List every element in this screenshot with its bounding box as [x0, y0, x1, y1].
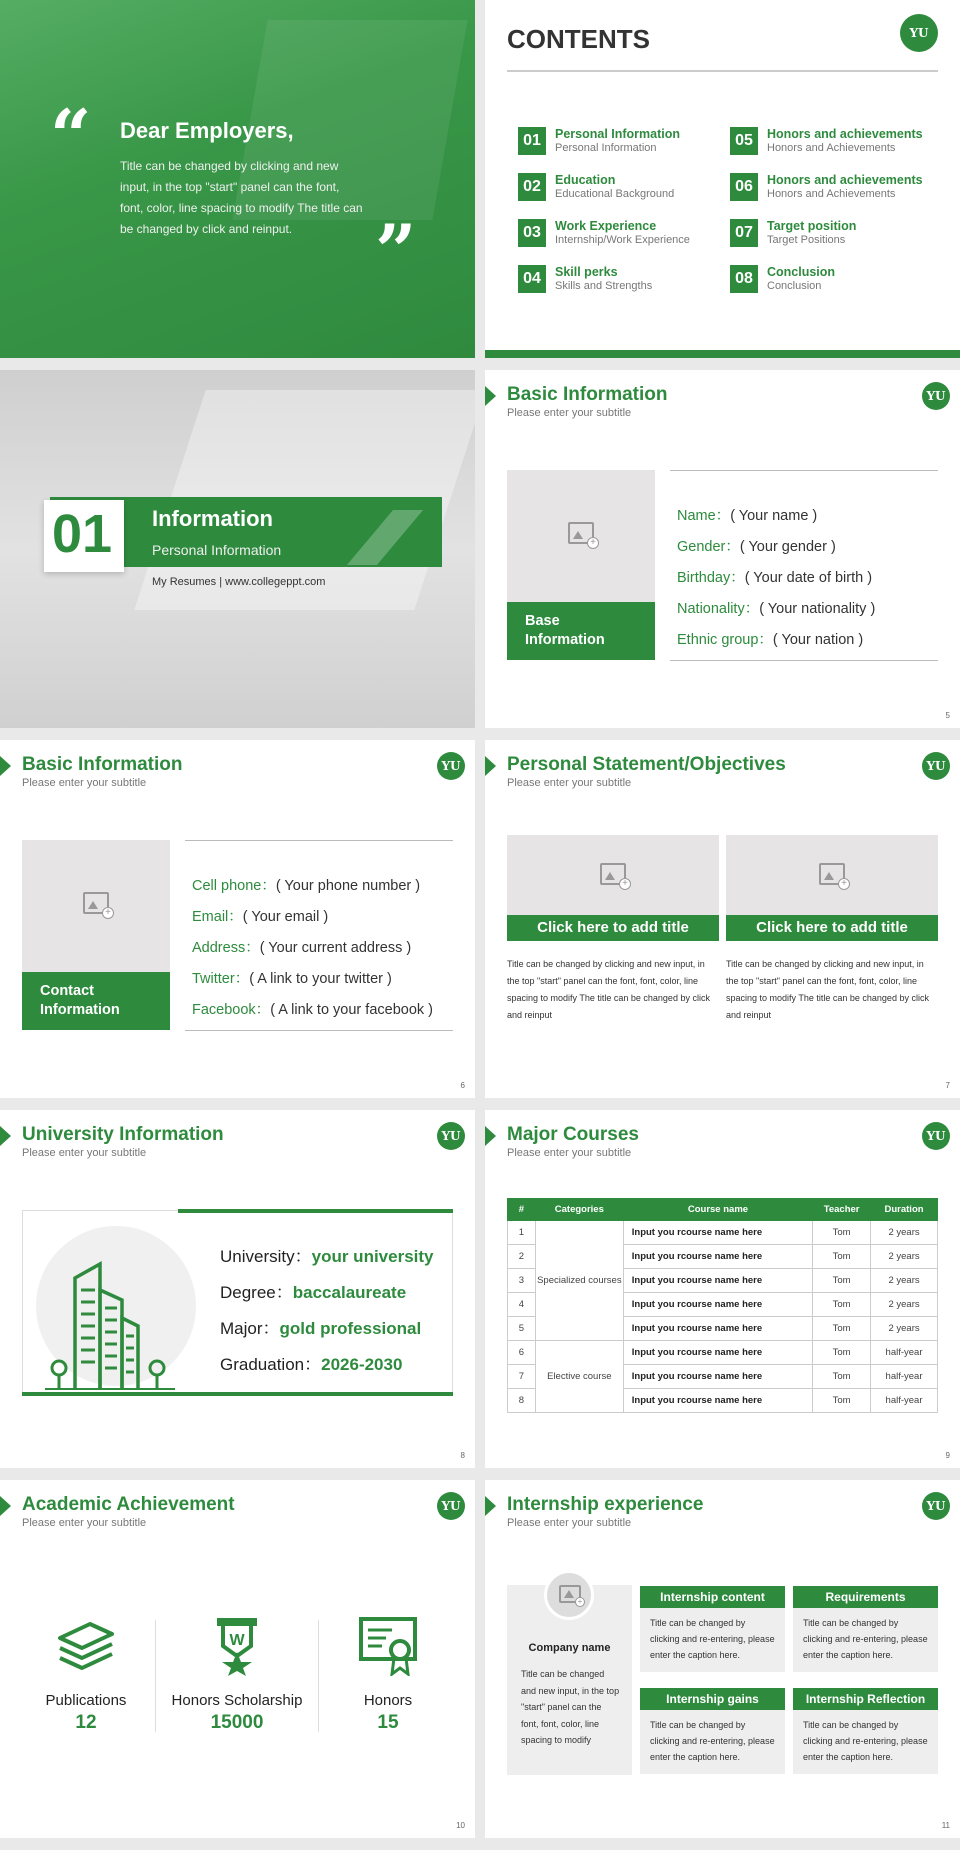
slide-subtitle: Please enter your subtitle	[507, 407, 632, 419]
page-number: 11	[941, 1821, 950, 1830]
info-value: ( Your name )	[730, 508, 818, 524]
toc-number: 02	[518, 173, 546, 201]
page-number: 10	[456, 1821, 465, 1830]
duration: 2 years	[871, 1269, 938, 1293]
title-marker-icon	[0, 1126, 11, 1146]
row-number: 8	[508, 1389, 536, 1413]
duration: 2 years	[871, 1293, 938, 1317]
logo-icon: YU	[922, 382, 950, 410]
photo-label: Base Information	[525, 613, 605, 648]
course-name: Input you rcourse name here	[623, 1269, 812, 1293]
card-title-button[interactable]: Click here to add title	[726, 915, 938, 941]
duration: half-year	[871, 1365, 938, 1389]
course-name: Input you rcourse name here	[623, 1341, 812, 1365]
university-info-row	[220, 1242, 434, 1267]
logo-icon: YU	[922, 1122, 950, 1150]
body-text: Title can be changed by clicking and new input, in the top "start" panel can the font, font, color, line spacing to modify The title can be changed by click and reinput.	[120, 159, 363, 236]
info-value: ( Your gender )	[739, 539, 836, 555]
toc-title: Target position	[767, 219, 857, 233]
info-list	[192, 874, 433, 1029]
toc-subtitle: Target Positions	[767, 234, 846, 246]
teacher: Tom	[813, 1365, 871, 1389]
info-label: Email：	[192, 909, 243, 925]
info-label: University：	[220, 1247, 312, 1266]
logo-icon: YU	[922, 752, 950, 780]
info-label: Birthday：	[677, 570, 745, 586]
toc-title: Honors and achievements	[767, 127, 923, 141]
info-value: 2026-2030	[321, 1355, 403, 1374]
box-title: Internship Reflection	[793, 1688, 938, 1710]
row-number: 7	[508, 1365, 536, 1389]
slide-academic-achievement[interactable]	[0, 1480, 475, 1838]
toc-subtitle: Conclusion	[767, 280, 822, 292]
info-label: Twitter：	[192, 971, 250, 987]
toc-number: 05	[730, 127, 758, 155]
divider-top	[670, 470, 938, 471]
teacher: Tom	[813, 1221, 871, 1245]
books-icon	[56, 1620, 116, 1672]
slide-basic-information-contact[interactable]	[0, 740, 475, 1098]
photo-placeholder[interactable]	[507, 835, 719, 915]
slide-title: Internship experience	[507, 1494, 704, 1515]
info-label: Ethnic group：	[677, 632, 773, 648]
teacher: Tom	[813, 1245, 871, 1269]
info-value: ( Your phone number )	[275, 878, 421, 894]
toc-item[interactable]	[518, 263, 718, 295]
svg-text:W: W	[229, 1632, 245, 1649]
table-row	[508, 1341, 938, 1365]
card-text: Title can be changed by clicking and new input, in the top "start" panel can the font, font, color, line spacing to modify The title can be changed by click and reinput	[726, 959, 929, 1020]
table-row	[508, 1221, 938, 1245]
box-text: Title can be changed by clicking and re-entering, please enter the caption here.	[793, 1710, 938, 1774]
section-subtitle: Personal Information	[152, 542, 282, 558]
title-marker-icon	[485, 1496, 496, 1516]
toc-title: Skill perks	[555, 265, 618, 279]
info-value: ( Your email )	[242, 909, 329, 925]
row-number: 6	[508, 1341, 536, 1365]
info-row	[677, 535, 875, 556]
box-text: Title can be changed by clicking and re-entering, please enter the caption here.	[793, 1608, 938, 1672]
category-cell: Specialized courses	[535, 1221, 623, 1341]
image-icon: +	[83, 892, 109, 914]
stat-value: 12	[75, 1712, 97, 1733]
card-text: Title can be changed by clicking and new input, in the top "start" panel can the font, font, color, line spacing to modify The title can be changed by click and reinput	[507, 959, 710, 1020]
info-row	[192, 967, 433, 988]
slide-dear-employers[interactable]	[0, 0, 475, 358]
box-text: Title can be changed by clicking and re-entering, please enter the caption here.	[640, 1608, 785, 1672]
logo-icon: YU	[437, 752, 465, 780]
info-value: ( Your date of birth )	[744, 570, 873, 586]
info-list	[677, 504, 875, 659]
toc-item[interactable]	[518, 125, 718, 157]
info-row	[192, 874, 433, 895]
box-title: Internship content	[640, 1586, 785, 1608]
section-number: 01	[52, 504, 113, 564]
toc-subtitle: Skills and Strengths	[555, 280, 653, 292]
info-row	[677, 628, 875, 649]
course-name: Input you rcourse name here	[623, 1245, 812, 1269]
logo-icon: YU	[900, 14, 938, 52]
certificate-icon	[358, 1616, 418, 1676]
toc-title: Conclusion	[767, 265, 836, 279]
info-label: Nationality：	[677, 601, 760, 617]
info-value: ( Your current address )	[259, 940, 412, 956]
stat-label: Honors Scholarship	[171, 1692, 303, 1709]
section-footer: My Resumes | www.collegeppt.com	[152, 576, 326, 588]
teacher: Tom	[813, 1341, 871, 1365]
box-title: Internship gains	[640, 1688, 785, 1710]
title-marker-icon	[0, 756, 11, 776]
row-number: 5	[508, 1317, 536, 1341]
image-icon: +	[600, 863, 626, 885]
divider-bottom	[185, 1030, 453, 1031]
stat-label: Publications	[45, 1692, 127, 1709]
duration: 2 years	[871, 1317, 938, 1341]
info-value: ( A link to your twitter )	[249, 971, 392, 987]
toc-item[interactable]	[730, 125, 930, 157]
row-number: 4	[508, 1293, 536, 1317]
info-label: Degree：	[220, 1283, 293, 1302]
image-icon: +	[819, 863, 845, 885]
university-info-row	[220, 1278, 434, 1303]
box-text: Title can be changed by clicking and re-entering, please enter the caption here.	[640, 1710, 785, 1774]
row-number: 1	[508, 1221, 536, 1245]
divider	[507, 70, 938, 72]
stat-label: Honors	[363, 1692, 413, 1709]
page-number: 7	[945, 1081, 950, 1090]
toc-item[interactable]	[730, 217, 930, 249]
slide-university-information[interactable]	[0, 1110, 475, 1468]
info-row	[677, 504, 875, 525]
category-cell: Elective course	[535, 1341, 623, 1413]
toc-subtitle: Honors and Achievements	[767, 142, 896, 154]
toc-subtitle: Honors and Achievements	[767, 188, 896, 200]
page-number: 8	[460, 1451, 465, 1460]
info-row	[677, 597, 875, 618]
duration: 2 years	[871, 1221, 938, 1245]
card-bottom-bar	[22, 1392, 453, 1396]
card-title-button[interactable]: Click here to add title	[507, 915, 719, 941]
duration: half-year	[871, 1389, 938, 1413]
info-value: baccalaureate	[292, 1283, 407, 1302]
course-name: Input you rcourse name here	[623, 1389, 812, 1413]
info-label: Gender：	[677, 539, 740, 555]
company-name: Company name	[528, 1642, 611, 1654]
toc-number: 07	[730, 219, 758, 247]
toc-subtitle: Internship/Work Experience	[555, 234, 690, 246]
title-marker-icon	[485, 1126, 496, 1146]
university-info-list	[220, 1242, 434, 1386]
logo-icon: YU	[437, 1492, 465, 1520]
course-name: Input you rcourse name here	[623, 1317, 812, 1341]
info-value: gold professional	[279, 1319, 422, 1338]
slide-subtitle: Please enter your subtitle	[22, 1517, 147, 1529]
course-name: Input you rcourse name here	[623, 1365, 812, 1389]
toc-title: Education	[555, 173, 616, 187]
info-value: ( Your nation )	[772, 632, 864, 648]
logo-icon: YU	[437, 1122, 465, 1150]
toc-subtitle: Educational Background	[555, 188, 675, 200]
image-icon: +	[568, 522, 594, 544]
slide-title: Academic Achievement	[22, 1494, 235, 1515]
toc-subtitle: Personal Information	[555, 142, 657, 154]
info-label: Cell phone：	[192, 878, 276, 894]
slide-internship-experience[interactable]	[485, 1480, 960, 1838]
company-text: Title can be changed and new input, in the top "start" panel can the font, font, color, line spacing to modify	[521, 1669, 620, 1745]
table-header-cell: Teacher	[813, 1199, 871, 1221]
section-title: Information	[152, 506, 273, 531]
table-header-row	[508, 1199, 938, 1221]
table-header-cell: Duration	[871, 1199, 938, 1221]
toc-item[interactable]	[518, 217, 718, 249]
heading: Dear Employers,	[120, 118, 294, 143]
info-label: Major：	[220, 1319, 280, 1338]
info-label: Name：	[677, 508, 731, 524]
scholarship-medal-icon	[215, 1616, 259, 1676]
toc-item[interactable]	[730, 263, 930, 295]
slide-major-courses[interactable]	[485, 1110, 960, 1468]
slide-title: Basic Information	[507, 384, 668, 405]
page-number: 5	[945, 711, 950, 720]
slide-subtitle: Please enter your subtitle	[22, 777, 147, 789]
row-number: 2	[508, 1245, 536, 1269]
toc-item[interactable]	[518, 171, 718, 203]
info-row	[192, 905, 433, 926]
info-label: Facebook：	[192, 1002, 271, 1018]
courses-table	[507, 1198, 938, 1413]
teacher: Tom	[813, 1293, 871, 1317]
logo-icon: YU	[922, 1492, 950, 1520]
info-value: ( Your nationality )	[759, 601, 876, 617]
university-info-row	[220, 1350, 434, 1375]
table-header-cell: Categories	[535, 1199, 623, 1221]
info-row	[677, 566, 875, 587]
slide-title: Basic Information	[22, 754, 183, 775]
toc-title: Honors and achievements	[767, 173, 923, 187]
card-top-bar	[178, 1209, 453, 1213]
slide-subtitle: Please enter your subtitle	[507, 777, 632, 789]
toc-number: 03	[518, 219, 546, 247]
slide-basic-information-base[interactable]	[485, 370, 960, 728]
info-label: Graduation：	[220, 1355, 322, 1374]
contents-title: CONTENTS	[507, 24, 650, 54]
duration: 2 years	[871, 1245, 938, 1269]
slide-section-01[interactable]	[0, 370, 475, 728]
info-value: your university	[311, 1247, 434, 1266]
box-title: Requirements	[793, 1586, 938, 1608]
slide-personal-statement[interactable]	[485, 740, 960, 1098]
university-info-row	[220, 1314, 434, 1339]
info-value: ( A link to your facebook )	[270, 1002, 433, 1018]
slide-subtitle: Please enter your subtitle	[22, 1147, 147, 1159]
open-quote-icon: “	[50, 93, 92, 178]
company-avatar[interactable]	[544, 1570, 594, 1620]
slide-contents[interactable]	[485, 0, 960, 358]
title-marker-icon	[485, 756, 496, 776]
course-name: Input you rcourse name here	[623, 1221, 812, 1245]
toc-title: Personal Information	[555, 127, 681, 141]
row-number: 3	[508, 1269, 536, 1293]
info-row	[192, 936, 433, 957]
divider-bottom	[670, 660, 938, 661]
table-header-cell: #	[508, 1199, 536, 1221]
photo-placeholder[interactable]	[726, 835, 938, 915]
slide-title: Major Courses	[507, 1124, 639, 1145]
info-row	[192, 998, 433, 1019]
page-number: 9	[945, 1451, 950, 1460]
toc-number: 06	[730, 173, 758, 201]
image-icon: +	[559, 1585, 581, 1603]
toc-number: 04	[518, 265, 546, 293]
title-marker-icon	[0, 1496, 11, 1516]
bottom-bar	[485, 350, 960, 358]
slide-title: University Information	[22, 1124, 224, 1145]
slide-subtitle: Please enter your subtitle	[507, 1147, 632, 1159]
teacher: Tom	[813, 1317, 871, 1341]
toc-number: 08	[730, 265, 758, 293]
photo-label: Contact Information	[40, 983, 120, 1018]
toc-number: 01	[518, 127, 546, 155]
teacher: Tom	[813, 1389, 871, 1413]
page-number: 6	[460, 1081, 465, 1090]
stat-value: 15	[377, 1712, 399, 1733]
close-quote-icon: ”	[375, 208, 417, 293]
toc-title: Work Experience	[555, 219, 657, 233]
course-name: Input you rcourse name here	[623, 1293, 812, 1317]
title-marker-icon	[485, 386, 496, 406]
toc-item[interactable]	[730, 171, 930, 203]
info-label: Address：	[192, 940, 260, 956]
building-icon	[45, 1250, 175, 1390]
stat-value: 15000	[210, 1712, 264, 1733]
slide-title: Personal Statement/Objectives	[507, 754, 786, 775]
teacher: Tom	[813, 1269, 871, 1293]
divider-top	[185, 840, 453, 841]
table-header-cell: Course name	[623, 1199, 812, 1221]
slide-subtitle: Please enter your subtitle	[507, 1517, 632, 1529]
duration: half-year	[871, 1341, 938, 1365]
